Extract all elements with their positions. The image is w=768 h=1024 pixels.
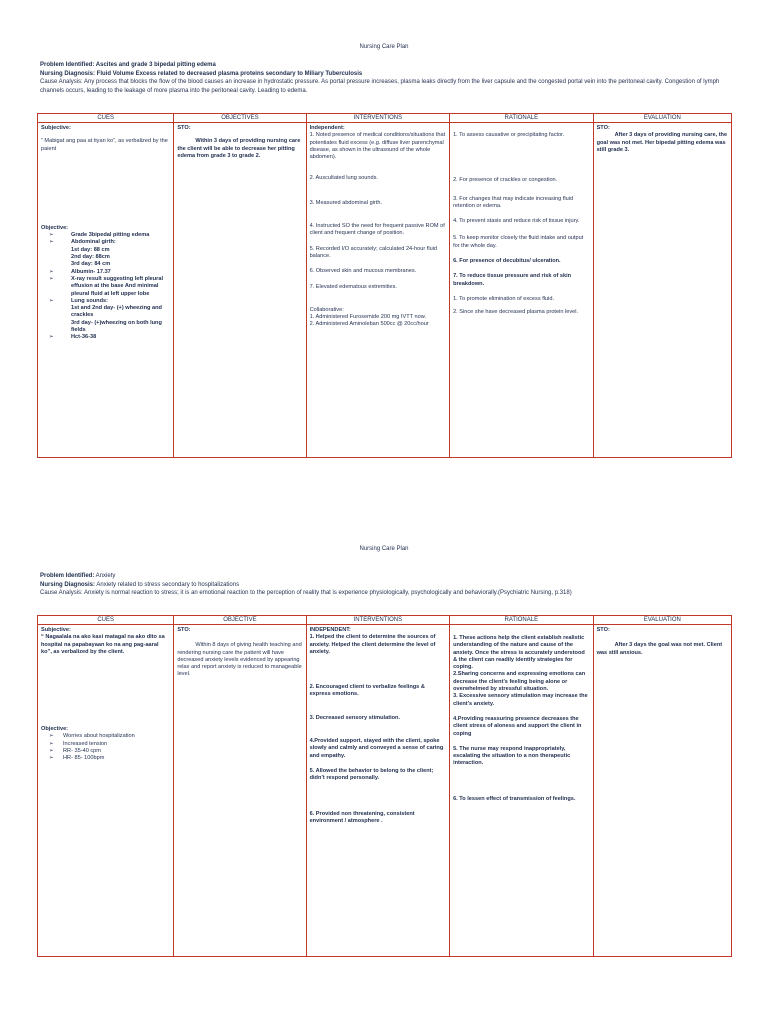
plan2-intervention-2: 2. Encouraged client to verbalize feelings & express emotions. xyxy=(309,684,425,698)
plan1-interventions-cell: Independent: 1. Noted presence of medical conditions/situations that potentiates fluid excess (e.g. diffuse liver parenchymal disease, as shown in the ultrasound of the whole abdomen). 2. Auscultated lung sounds. 3. Measured abdominal girth. 4. Instructed SO the need for frequent passive ROM of client and frequent change of position. 5. Recorded I/O accurately; calculated 24-hour fluid balance. 6. Observed skin and mucous membranes. 7. Elevated edematous extremities. Collaborative: 1. Administered Furosemide 200 mg IVTT now. 2. Administered Aminoleban 500cc @ 20cc/hour xyxy=(306,123,450,458)
plan2-intervention-6: 6. Provided non threatening, consistent environment / atmosphere . xyxy=(309,810,415,824)
plan1-rationale-6: 6. For presence of decubitus/ ulceration. xyxy=(453,258,561,265)
header-interventions: INTERVENTIONS xyxy=(306,114,450,123)
plan2-objective-cell: STO: Within 8 days of giving health teaching and rendering nursing care the patient will have decreased anxiety levels evidenced by appearing relax and report anxiety is reduced to manageable level. xyxy=(174,625,306,957)
plan2-objective-list xyxy=(41,733,170,762)
header-objectives: OBJECTIVES xyxy=(174,114,306,123)
header-rationale: RATIONALE xyxy=(450,114,594,123)
arrow-bullet-icon: ➢ xyxy=(49,755,54,762)
list-item: ➢ Increased tension xyxy=(49,740,108,747)
plan2-sto: Within 8 days of giving health teaching and rendering nursing care the patient will have decreased anxiety levels evidenced by appearing relax and report anxiety is reduced to manageable level. xyxy=(177,642,302,678)
header-cues: CUES xyxy=(38,114,174,123)
plan2-table xyxy=(37,615,732,957)
plan1-rationale-7: 7. To reduce tissue pressure and risk of skin breakdown. xyxy=(453,273,572,287)
plan1-intervention-5: 5. Recorded I/O accurately; calculated 24-hour fluid balance. xyxy=(309,245,438,259)
arrow-bullet-icon: ➢ xyxy=(49,268,54,275)
table-row xyxy=(38,123,732,458)
header-cues: CUES xyxy=(38,616,174,625)
plan1-evaluation: After 3 days of providing nursing care, the goal was not met. Her bipedal pitting edema was still grade 3. xyxy=(596,132,728,153)
plan2-meta xyxy=(40,572,730,598)
arrow-bullet-icon: ➢ xyxy=(49,740,54,747)
list-item: ➢ Grade 3bipedal pitting edema xyxy=(49,232,150,239)
plan2-intervention-3: 3. Decreased sensory stimulation. xyxy=(309,714,401,721)
plan1-subjective: “ Mabigat ang paa at tiyan ko”, as verbalized by the paient xyxy=(41,138,168,152)
plan1-cause: Cause Analysis: Any process that blocks the flow of the blood causes an increase in hydrostatic pressure. As portal pressure increases, plasma leaks directly from the liver capsule and the congested portal vein into the peritoneal cavity. Congestion of lymph channels occurs, leading to the leakage of more plasma into the peritoneal cavity. Leading to edema. xyxy=(40,79,720,94)
arrow-bullet-icon: ➢ xyxy=(49,334,54,341)
plan2-rationale-5: 5. The nurse may respond inappropriately, escalating the situation to a non therapeutic interaction. xyxy=(453,745,571,767)
plan2-problem: Problem Identified: Anxiety xyxy=(40,573,116,579)
header-interventions: INTERVENTIONS xyxy=(306,616,450,625)
plan1-rationale-4: 4. To prevent stasis and reduce risk of tissue injury. xyxy=(453,218,580,225)
arrow-bullet-icon: ➢ xyxy=(49,239,54,246)
arrow-bullet-icon: ➢ xyxy=(49,232,54,239)
plan2-rationale-6: 6. To lessen effect of transmission of feelings. xyxy=(453,795,576,802)
plan2-evaluation-cell: STO: After 3 days the goal was not met. Client was still anxious. xyxy=(593,625,731,957)
plan1-intervention-6: 6. Observed skin and mucous membranes. xyxy=(309,268,417,275)
plan2-cause: Cause Analysis: Anxiety is normal reaction to stress; it is an emotional reaction to the perception of reality that is experience physiologically, psychologically and behaviorally.(Psychiatric Nursing, p.318) xyxy=(40,590,572,597)
table-row xyxy=(38,625,732,957)
plan1-diagnosis: Nursing Diagnosis: Fluid Volume Excess related to decreased plasma proteins secondary to Miliary Tuberculosis xyxy=(40,70,363,77)
plan1-rationale-2: 2. For presence of crackles or congestion. xyxy=(453,177,558,184)
plan1-intervention-7: 7. Elevated edematous extremities. xyxy=(309,283,397,290)
list-item: ➢ Hct-36-38 xyxy=(49,334,97,341)
plan1-intervention-4: 4. Instructed SO the need for frequent passive ROM of client and frequent change of position. xyxy=(309,223,445,237)
plan2-intervention-4: 4.Provided support, stayed with the client, spoke slowly and calmly and conveyed a sense of caring and empathy. xyxy=(309,738,444,759)
plan2-diagnosis: Nursing Diagnosis: Anxiety related to stress secondary to hospitalizations xyxy=(40,581,240,588)
plan2-cues-cell: Subjective: “ Nagaalala na ako kasi matagal na ako dito sa hospital na papabayaan ko na ang pag-aaral ko”, as verbalized by the client. Objective: ➢ Worries about hospitalization ➢ Increased tension ➢ RR- 35-40 cpm ➢ HR- 85- 100bpm xyxy=(38,625,174,957)
plan2-rationale-3: 3. Excessive sensory stimulation may increase the client’s anxiety. xyxy=(453,693,588,707)
list-item: ➢ X-ray result suggesting left pleural effusion at the base And minimal pleural fluid at left upper lobe xyxy=(49,275,164,297)
header-evaluation: EVALUATION xyxy=(593,616,731,625)
plan1-problem: Problem Identified: Ascites and grade 3 bipedal pitting edema xyxy=(40,62,216,68)
plan1-header-row xyxy=(38,114,732,123)
plan1-collaborative-2: 2. Administered Aminoleban 500cc @ 20cc/hour xyxy=(309,321,429,328)
plan1-evaluation-cell: STO: After 3 days of providing nursing care, the goal was not met. Her bipedal pitting edema was still grade 3. xyxy=(593,123,731,458)
plan1-cues-cell: Subjective: “ Mabigat ang paa at tiyan ko”, as verbalized by the paient Objective: ➢ Grade 3bipedal pitting edema ➢ Abdominal girth: 1st day: 88 cm 2nd day: 88cm 3rd day: 84 cm ➢ Albumin- 17.37 ➢ X-ray result suggesting left pleural effusion at the base And minimal pleural fluid at left upper lobe ➢ Lung sounds: 1st and 2nd day- (+) wheezing and crackles 3rd day- (+)wheezing on both lung fields ➢ Hct-36-38 xyxy=(38,123,174,458)
plan1-rationale-9: 2. Since she have decreased plasma protein level. xyxy=(453,309,579,316)
plan1-intervention-1: 1. Noted presence of medical conditions/situations that potentiates fluid excess (e.g. diffuse liver parenchymal disease, as shown in the ultrasound of the whole abdomen). xyxy=(309,132,446,161)
plan1-title: Nursing Care Plan xyxy=(359,44,409,50)
arrow-bullet-icon: ➢ xyxy=(49,297,54,304)
header-rationale: RATIONALE xyxy=(450,616,594,625)
plan2-rationale-1: 1. These actions help the client establish realistic understanding of the nature and cause of the anxiety. Once the stress is accurately understood & the client can readily identify strategies for coping. xyxy=(453,635,585,671)
plan2-intervention-5: 5. Allowed the behavior to belong to the client; didn’t respond personally. xyxy=(309,767,434,782)
arrow-bullet-icon: ➢ xyxy=(49,275,54,282)
header-objective: OBJECTIVE xyxy=(174,616,306,625)
list-item: ➢ Lung sounds: 1st and 2nd day- (+) wheezing and crackles 3rd day- (+)wheezing on both lung fields xyxy=(49,297,162,334)
list-item: ➢ Abdominal girth: 1st day: 88 cm 2nd day: 88cm 3rd day: 84 cm xyxy=(49,239,116,268)
plan1-objectives-cell: STO: Within 3 days of providing nursing care the client will be able to decrease her pitting edema from grade 3 to grade 2. xyxy=(174,123,306,458)
plan2-interventions-cell: INDEPENDENT: 1. Helped the client to determine the sources of anxiety. Helped the client determine the level of anxiety. 2. Encouraged client to verbalize feelings & express emotions. 3. Decreased sensory stimulation. 4.Provided support, stayed with the client, spoke slowly and calmly and conveyed a sense of caring and empathy. 5. Allowed the behavior to belong to the client; didn’t respond personally. 6. Provided non threatening, consistent environment / atmosphere . xyxy=(306,625,450,957)
plan1-intervention-3: 3. Measured abdominal girth. xyxy=(309,199,383,206)
plan1-rationale-cell xyxy=(450,123,594,458)
header-evaluation: EVALUATION xyxy=(593,114,731,123)
plan1-sto: Within 3 days of providing nursing care the client will be able to decrease her pitting edema from grade 3 to grade 2. xyxy=(177,138,301,159)
plan2-rationale-cell xyxy=(450,625,594,957)
list-item: ➢ Worries about hospitalization xyxy=(49,733,135,740)
plan1-rationale-1: 1. To assess causative or precipitating factor. xyxy=(453,132,565,138)
plan1-rationale-3: 3. For changes that may indicate increasing fluid retention or edema. xyxy=(453,195,574,209)
plan2-rationale-2: 2.Sharing concerns and expressing emotions can decrease the client’s feeling being alone or overwhelmed by stressful situation. xyxy=(453,671,586,693)
plan1-rationale-5: 5. To keep monitor closely the fluid intake and output for the whole day. xyxy=(453,235,584,249)
plan2-title: Nursing Care Plan xyxy=(359,546,409,552)
list-item: ➢ Albumin- 17.37 xyxy=(49,268,111,275)
plan1-table xyxy=(37,113,732,458)
plan2-rationale-4: 4.Providing reassuring presence decreases the client stress of aloness and support the client in coping xyxy=(453,715,582,737)
plan1-objective-list xyxy=(41,232,170,341)
plan2-intervention-1: 1. Helped the client to determine the sources of anxiety. Helped the client determine the level of anxiety. xyxy=(309,634,436,655)
list-item: ➢ RR- 35-40 cpm xyxy=(49,748,101,755)
list-item: ➢ HR- 85- 100bpm xyxy=(49,755,105,762)
plan2-header-row xyxy=(38,616,732,625)
arrow-bullet-icon: ➢ xyxy=(49,748,54,755)
arrow-bullet-icon: ➢ xyxy=(49,733,54,740)
plan1-collaborative-label: Collaborative: xyxy=(309,306,344,313)
plan2-evaluation: After 3 days the goal was not met. Client was still anxious. xyxy=(596,642,723,656)
plan1-meta xyxy=(40,61,730,95)
plan2-subjective: “ Nagaalala na ako kasi matagal na ako dito sa hospital na papabayaan ko na ang pag-aaral ko”, as verbalized by the client. xyxy=(41,634,165,655)
plan1-collaborative-1: 1. Administered Furosemide 200 mg IVTT now. xyxy=(309,314,427,321)
plan1-intervention-2: 2. Auscultated lung sounds. xyxy=(309,175,378,182)
plan1-rationale-8: 1. To promote elimination of excess fluid. xyxy=(453,295,555,302)
